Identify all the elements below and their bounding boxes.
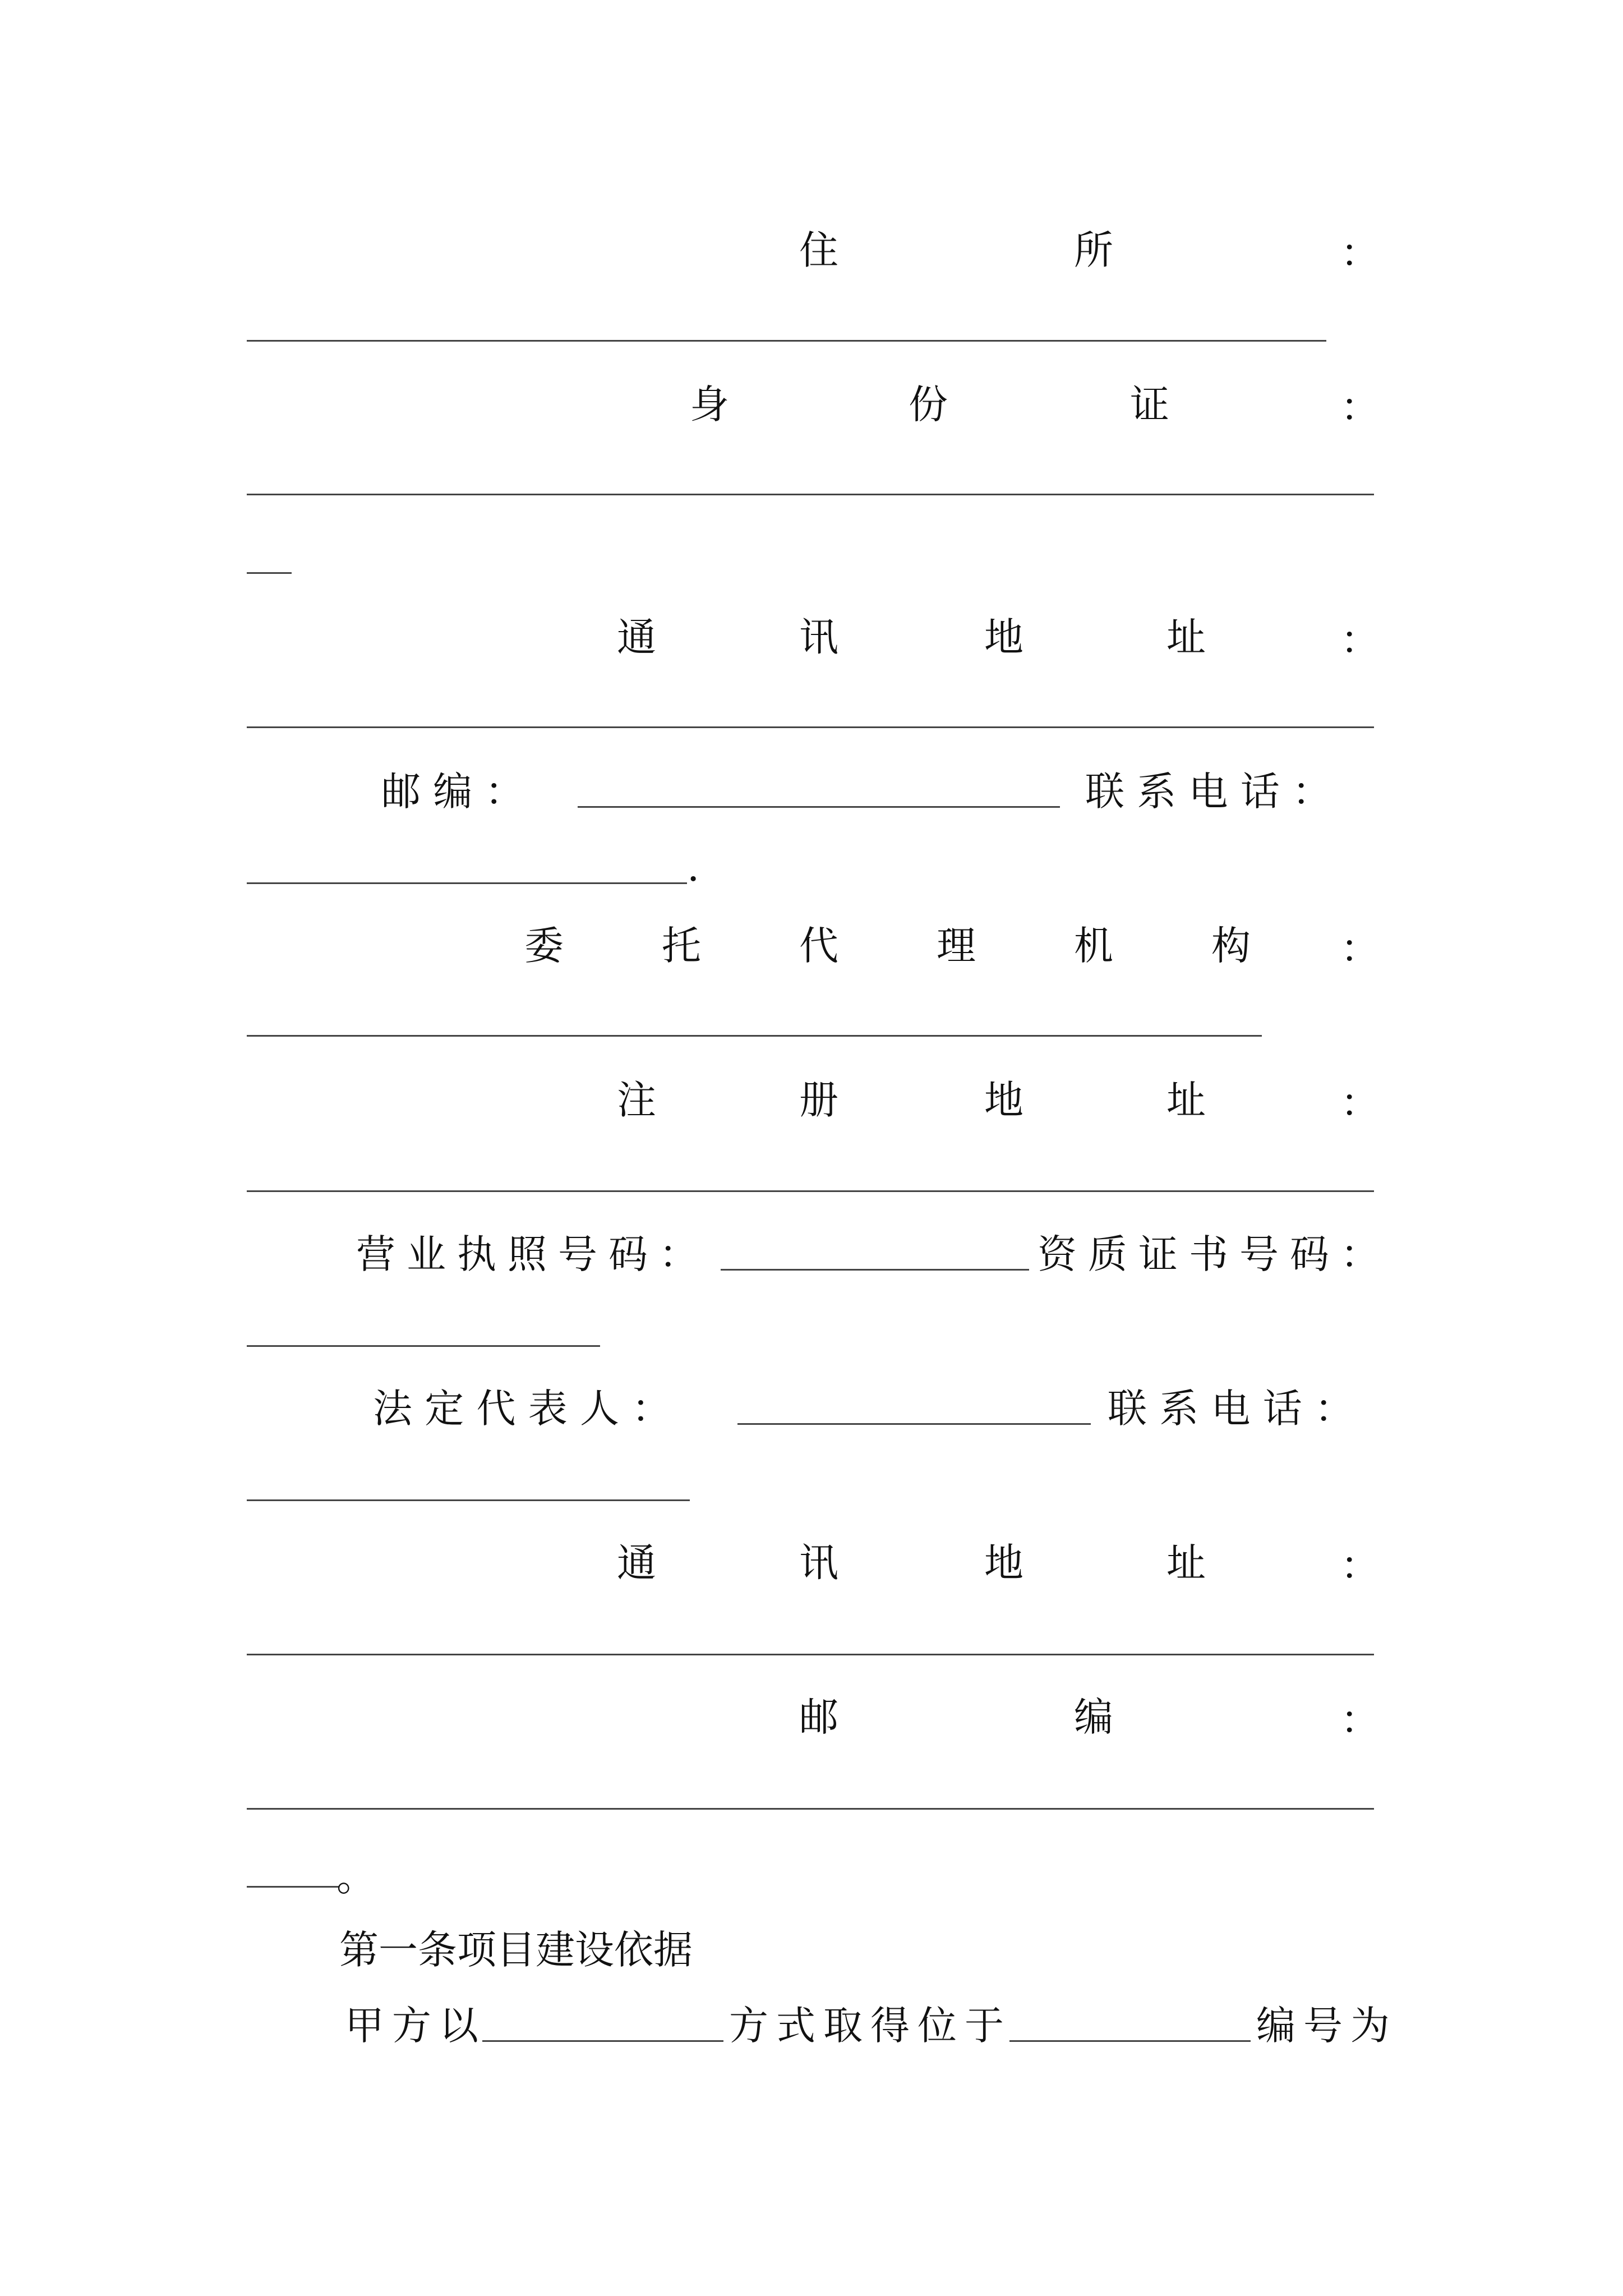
mail-address-2-char-1: 通 <box>617 1540 656 1586</box>
postcode-2-colon: ： <box>1340 1697 1380 1743</box>
mail-address-1-colon: ： <box>1340 617 1380 663</box>
article-1-text-a: 甲方以 <box>345 2003 486 2049</box>
cert-no-label: 资质证书号码： <box>1038 1231 1391 1277</box>
id-card-char-3: 证 <box>1130 381 1169 427</box>
postcode-2-char-2: 编 <box>1074 1694 1113 1740</box>
postcode-2-blank[interactable] <box>247 1808 1374 1810</box>
mail-address-1-char-3: 地 <box>984 614 1023 660</box>
agency-colon: ： <box>1340 926 1380 972</box>
mail-address-2-blank[interactable] <box>247 1654 1374 1655</box>
agency-char-1: 委 <box>524 923 564 969</box>
reg-address-char-1: 注 <box>617 1077 656 1123</box>
legal-rep-label: 法 定 代 表 人 ： <box>373 1386 671 1432</box>
reg-address-char-4: 址 <box>1166 1077 1206 1123</box>
phone-1-dot: . <box>687 844 700 890</box>
reg-address-colon: ： <box>1340 1080 1380 1126</box>
mail-address-2-char-2: 讯 <box>799 1540 838 1586</box>
id-card-char-2: 份 <box>909 381 948 427</box>
agency-char-5: 机 <box>1074 923 1113 969</box>
id-card-colon: ： <box>1340 384 1380 430</box>
mail-address-2-char-3: 地 <box>984 1540 1023 1586</box>
postcode-2-blank-cont[interactable] <box>247 1886 339 1888</box>
legal-rep-blank[interactable] <box>737 1423 1091 1425</box>
id-card-blank[interactable] <box>247 494 1374 495</box>
agency-char-4: 理 <box>937 923 976 969</box>
reg-address-char-3: 地 <box>984 1077 1023 1123</box>
agency-blank[interactable] <box>247 1035 1262 1037</box>
agency-char-6: 构 <box>1211 923 1251 969</box>
postcode-1-blank[interactable] <box>578 806 1060 808</box>
mail-address-2-char-4: 址 <box>1166 1540 1206 1586</box>
mail-address-2-colon: ： <box>1340 1543 1380 1589</box>
cert-no-blank[interactable] <box>247 1345 600 1347</box>
phone-1-blank[interactable] <box>247 882 687 884</box>
phone-1-label: 联 系 电 话 ： <box>1085 769 1332 815</box>
postcode-1-label: 邮 编 ： <box>381 769 524 815</box>
article-1-text-b: 方式取得位于 <box>729 2003 1012 2049</box>
mail-address-1-blank[interactable] <box>247 726 1374 728</box>
phone-2-label: 联 系 电 话 ： <box>1108 1386 1354 1432</box>
residence-char-2: 所 <box>1074 227 1113 273</box>
article-1-blank-a[interactable] <box>482 2040 723 2042</box>
article-1-text-c: 编号为 <box>1256 2003 1398 2049</box>
license-no-blank[interactable] <box>721 1269 1029 1271</box>
license-no-label: 营业执照号码： <box>356 1231 709 1277</box>
agency-char-3: 代 <box>799 923 838 969</box>
postcode-2-char-1: 邮 <box>799 1694 838 1740</box>
residence-blank[interactable] <box>247 340 1326 342</box>
reg-address-blank[interactable] <box>247 1190 1374 1192</box>
article-1-blank-b[interactable] <box>1009 2040 1251 2042</box>
mail-address-1-char-4: 址 <box>1166 614 1206 660</box>
postcode-2-period: 。 <box>336 1854 376 1900</box>
residence-char-1: 住 <box>799 227 838 273</box>
article-1-title: 第一条项目建设依据 <box>339 1927 693 1973</box>
id-card-char-1: 身 <box>690 381 729 427</box>
agency-char-2: 托 <box>662 923 701 969</box>
mail-address-1-char-2: 讯 <box>799 614 838 660</box>
reg-address-char-2: 册 <box>799 1077 838 1123</box>
mail-address-1-char-1: 通 <box>617 614 656 660</box>
residence-colon: ： <box>1340 230 1380 276</box>
phone-2-blank[interactable] <box>247 1499 690 1501</box>
id-card-blank-cont[interactable] <box>247 572 292 574</box>
